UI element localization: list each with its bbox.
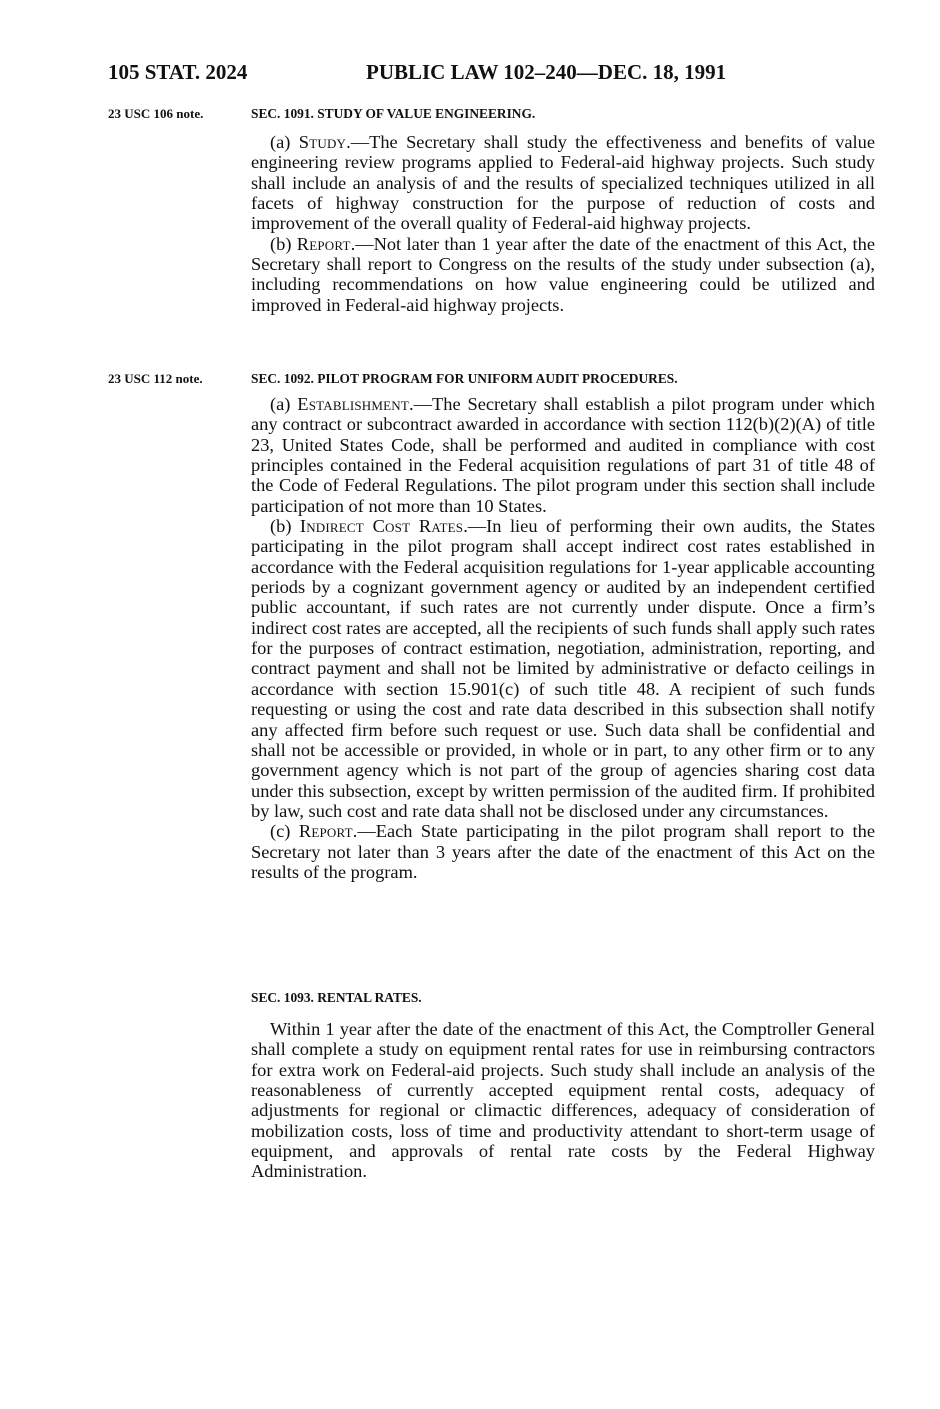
paragraph-text: .—The Secretary shall study the effectiveness and benefits of value engineering review programs applied to Federal-aid highway projects. Such study shall include an analysis of and the results of specialized techniques utilized in all facets of highway construction for the purpose of reduction of costs and improvement of the overall quality of Federal-aid highway projects. [251,132,875,234]
paragraph-caption: Report [296,233,351,254]
paragraph-rental-rates [251,1019,875,1182]
paragraph-caption: Study [298,132,347,152]
paragraph-b-indirect-cost-rates [251,516,875,821]
paragraph-caption: Establishment [297,394,410,414]
section-body [251,132,875,315]
section-body [251,394,875,882]
paragraph-label: (b) [270,233,297,254]
public-law-title: PUBLIC LAW 102–240—DEC. 18, 1991 [366,60,727,84]
paragraph-a-study [251,132,875,234]
section-heading: SEC. 1091. STUDY OF VALUE ENGINEERING. [251,106,536,121]
paragraph-text: Within 1 year after the date of the enactment of this Act, the Comptroller General shall complete a study on equipment rental rates for use in reimbursing contractors for extra work on Federal-aid projects. Such study shall include an analysis of the reasonableness of currently accepted equipment rental costs, adequacy of adjustments for regional or climactic differences, adequacy of consideration of mobilization costs, loss of time and productivity attendant to short-term usage of equipment, and approvals of rental rate costs by the Federal Highway Administration. [251,1019,875,1182]
paragraph-caption: Indirect Cost Rates [299,516,464,537]
paragraph-b-report [251,234,875,315]
paragraph-label: (c) [270,821,299,842]
paragraph-caption: Report [298,821,353,842]
paragraph-c-report [251,821,875,882]
section-heading: SEC. 1093. RENTAL RATES. [251,990,422,1005]
running-head [108,60,768,88]
paragraph-label: (a) [270,132,299,152]
paragraph-text: .—In lieu of performing their own audits, the States participating in the pilot program shall accept indirect cost rates established in accordance with the Federal acquisition regulations for 1-year applicable accounting periods by a cognizant government agency or audited by an independent certified public accountant, if such rates are not currently under dispute. Once a firm’s indirect cost rates are accepted, all the recipients of such funds shall apply such rates for the purposes of contract estimation, negotiation, administration, reporting, and contract payment and shall not be limited by administrative or defacto ceilings in accordance with section 15.901(c) of such title 48. A recipient of such funds requesting or using the cost and rate data described in this subsection shall notify any affected firm before such request or use. Such data shall be confidential and shall not be accessible or provided, in whole or in part, to any other firm or to any government agency which is not part of the group of agencies sharing cost data under this subsection, except by written permission of the audited firm. If prohibited by law, such cost and rate data shall not be disclosed under any circumstances. [251,516,875,821]
paragraph-a-establishment [251,394,875,516]
stat-page-number: 105 STAT. 2024 [108,60,248,84]
paragraph-text: .—Not later than 1 year after the date of the enactment of this Act, the Secretary shall report to Congress on the results of the study under subsection (a), including recommendations on how value engineering could be utilized and improved in Federal-aid highway projects. [251,233,875,315]
paragraph-label: (b) [270,516,300,537]
paragraph-label: (a) [270,394,298,414]
section-body [251,1019,875,1182]
paragraph-text: .—Each State participating in the pilot program shall report to the Secretary not later than 3 years after the date of the enactment of this Act on the results of the program. [251,821,875,882]
paragraph-text: .—The Secretary shall establish a pilot program under which any contract or subcontract awarded in accordance with section 112(b)(2)(A) of title 23, United States Code, shall be performed and audited in compliance with cost principles contained in the Federal acquisition regulations of part 31 of title 48 of the Code of Federal Regulations. The pilot program under this section shall include participation of not more than 10 States. [251,394,876,516]
margin-note: 23 USC 106 note. [108,106,204,121]
margin-note: 23 USC 112 note. [108,371,203,386]
section-heading: SEC. 1092. PILOT PROGRAM FOR UNIFORM AUDIT PROCEDURES. [251,371,678,386]
